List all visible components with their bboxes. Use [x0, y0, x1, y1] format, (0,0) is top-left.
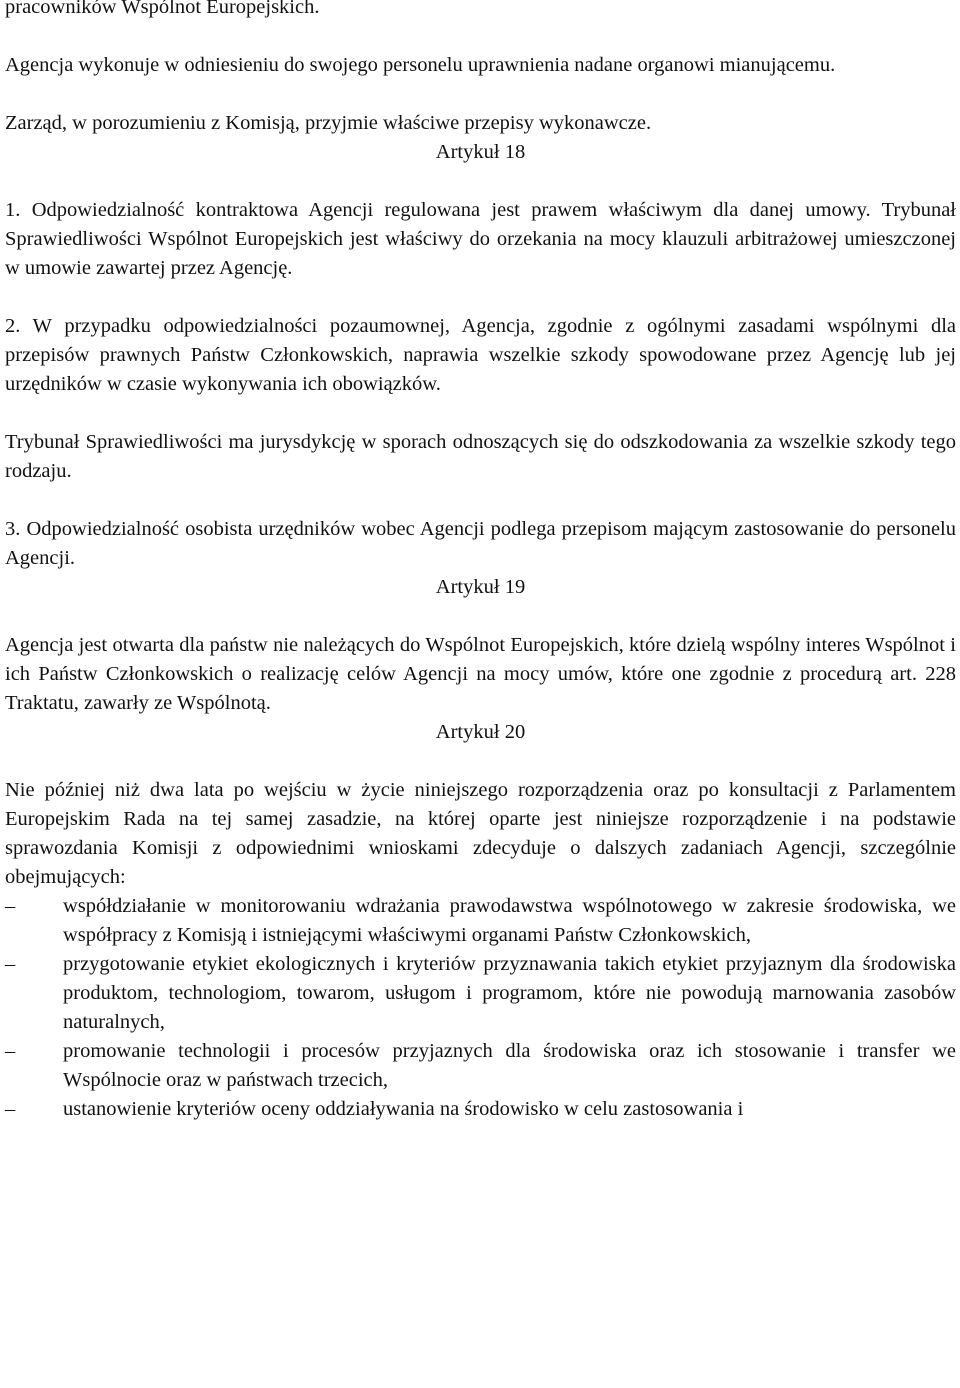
article-19-paragraph-1: Agencja jest otwarta dla państw nie należących do Wspólnot Europejskich, które dzielą wspólny interes Wspólnot i ich Państw Członkowskich o realizację celów Agencji na mocy umów, które one zgodnie z procedurą art. 228 Traktatu, zawarły ze Wspólnotą.	[5, 634, 956, 714]
paragraph-top-3: Zarząd, w porozumieniu z Komisją, przyjmie właściwe przepisy wykonawcze.	[5, 112, 652, 134]
dash-bullet: –	[5, 953, 16, 975]
dash-bullet: –	[5, 1040, 16, 1062]
list-item	[5, 950, 956, 1037]
article-20-heading: Artykuł 20	[435, 721, 526, 743]
article-18-paragraph-2: 2. W przypadku odpowiedzialności pozaumownej, Agencja, zgodnie z ogólnymi zasadami wspólnymi dla przepisów prawnych Państw Członkowskich, naprawia wszelkie szkody spowodowane przez Agencję lub jej urzędników w czasie wykonywania ich obowiązków.	[5, 315, 956, 395]
paragraph-top-1: pracowników Wspólnot Europejskich.	[5, 0, 320, 18]
list-item-text: współdziałanie w monitorowaniu wdrażania prawodawstwa wspólnotowego w zakresie środowiska, we współpracy z Komisją i istniejącymi właściwymi organami Państw Członkowskich,	[63, 895, 956, 946]
article-20-paragraph-1: Nie później niż dwa lata po wejściu w życie niniejszego rozporządzenia oraz po konsultacji z Parlamentem Europejskim Rada na tej samej zasadzie, na której oparte jest niniejsze rozporządzenie i na podstawie sprawozdania Komisji z odpowiednimi wnioskami zdecyduje o dalszych zadaniach Agencji, szczególnie obejmujących:	[5, 779, 956, 888]
list-item	[5, 1037, 956, 1095]
article-19-heading: Artykuł 19	[435, 576, 526, 598]
article-18-paragraph-1: 1. Odpowiedzialność kontraktowa Agencji regulowana jest prawem właściwym dla danej umowy. Trybunał Sprawiedliwości Wspólnot Europejskich jest właściwy do orzekania na mocy klauzuli arbitrażowej umieszczonej w umowie zawartej przez Agencję.	[5, 199, 956, 279]
list-item-text: promowanie technologii i procesów przyjaznych dla środowiska oraz ich stosowanie i transfer we Wspólnocie oraz w państwach trzecich,	[63, 1040, 956, 1091]
list-item	[5, 892, 956, 950]
article-18-paragraph-4: 3. Odpowiedzialność osobista urzędników wobec Agencji podlega przepisom mającym zastosowanie do personelu Agencji.	[5, 518, 956, 569]
list-item	[5, 1095, 956, 1124]
list-item-text: przygotowanie etykiet ekologicznych i kryteriów przyznawania takich etykiet przyjaznym dla środowiska produktom, technologiom, towarom, usługom i programom, które nie powodują marnowania zasobów naturalnych,	[63, 953, 956, 1033]
article-18-paragraph-3: Trybunał Sprawiedliwości ma jurysdykcję w sporach odnoszących się do odszkodowania za wszelkie szkody tego rodzaju.	[5, 431, 956, 482]
dash-bullet: –	[5, 1098, 16, 1120]
list-item-text: ustanowienie kryteriów oceny oddziaływania na środowisko w celu zastosowania i	[63, 1098, 744, 1120]
article-18-heading: Artykuł 18	[435, 141, 526, 163]
dash-bullet: –	[5, 895, 16, 917]
paragraph-top-2: Agencja wykonuje w odniesieniu do swojego personelu uprawnienia nadane organowi mianującemu.	[5, 54, 836, 76]
document-page	[5, 0, 956, 1124]
